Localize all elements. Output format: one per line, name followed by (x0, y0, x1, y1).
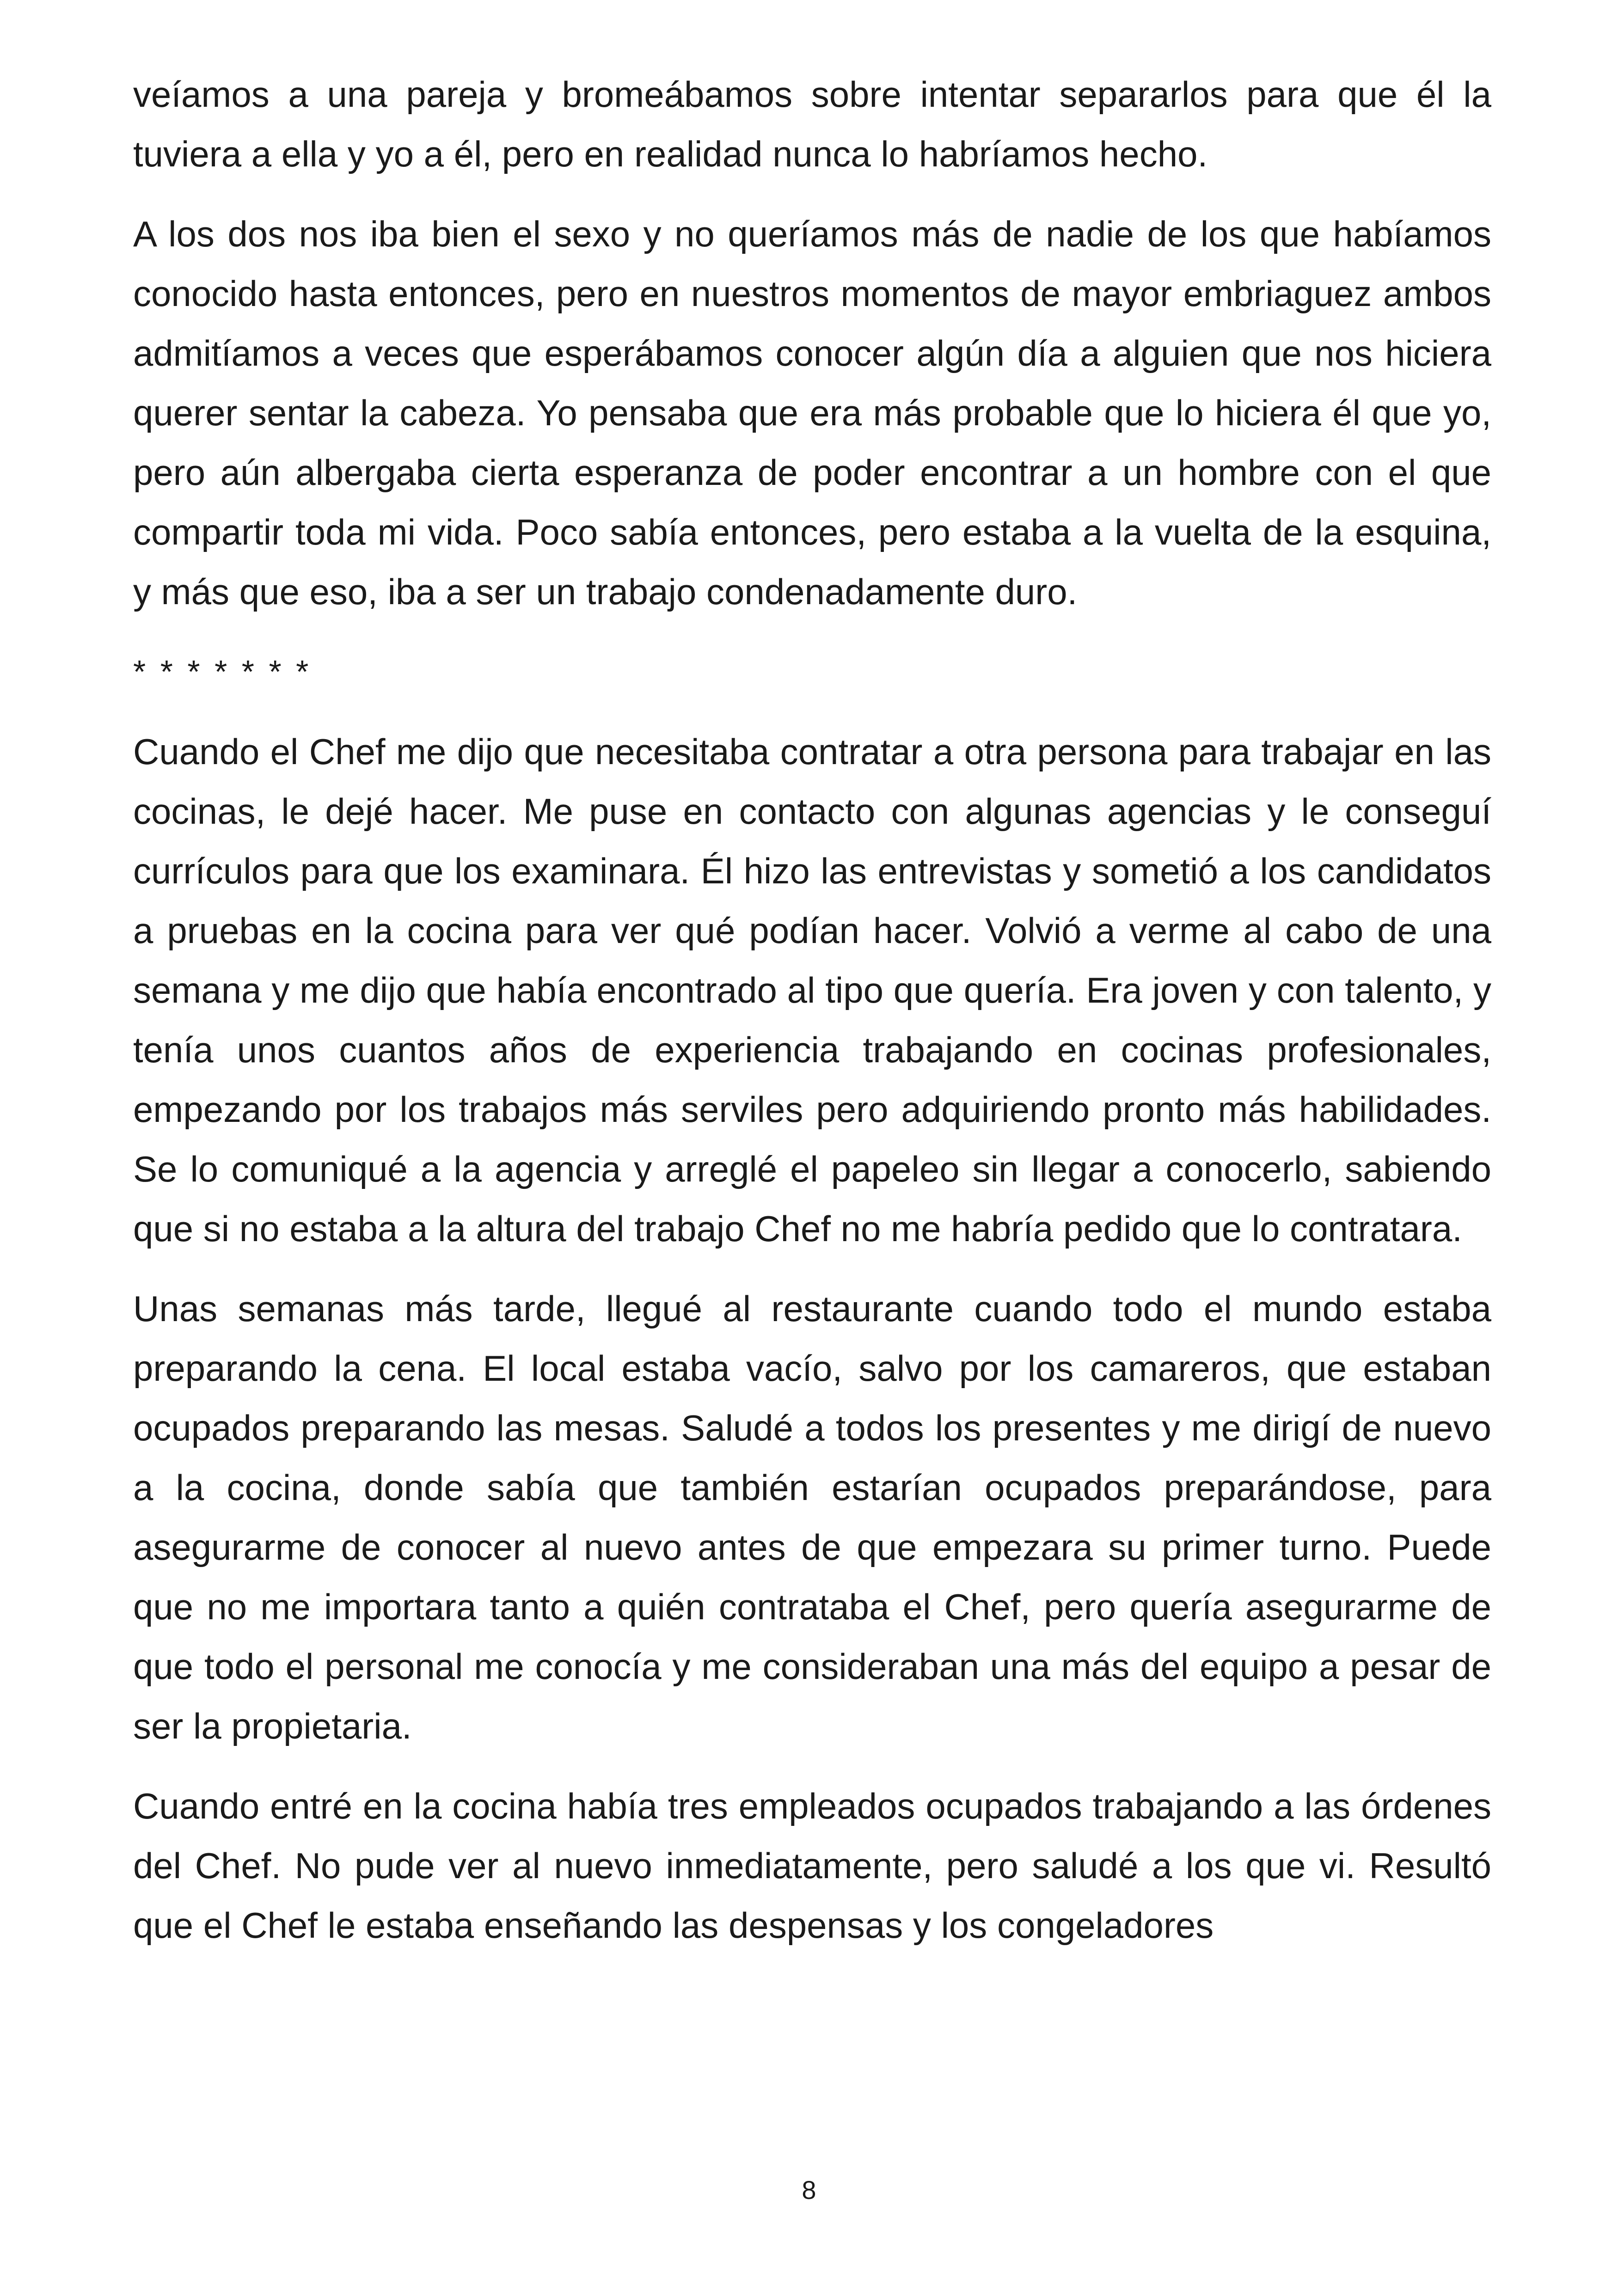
paragraph-5: Cuando entré en la cocina había tres empleados ocupados trabajando a las órdenes del Chef. No pude ver al nuevo inmediatamente, pero saludé a los que vi. Resultó que el Chef le estaba enseñando las despensas y los congeladores (133, 1786, 1491, 1946)
paragraph-4: Unas semanas más tarde, llegué al restaurante cuando todo el mundo estaba preparando la cena. El local estaba vacío, salvo por los camareros, que estaban ocupados preparando las mesas. Saludé a todos los presentes y me dirigí de nuevo a la cocina, donde sabía que también estarían ocupados preparándose, para asegurarme de conocer al nuevo antes de que empezara su primer turno. Puede que no me importara tanto a quién contrataba el Chef, pero quería asegurarme de que todo el personal me conocía y me consideraban una más del equipo a pesar de ser la propietaria. (133, 1288, 1491, 1746)
scene-break: * * * * * * * (133, 654, 312, 690)
page-body (133, 65, 1491, 1976)
paragraph-2: A los dos nos iba bien el sexo y no queríamos más de nadie de los que habíamos conocido hasta entonces, pero en nuestros momentos de mayor embriaguez ambos admitíamos a veces que esperábamos conocer algún día a alguien que nos hiciera querer sentar la cabeza. Yo pensaba que era más probable que lo hiciera él que yo, pero aún albergaba cierta esperanza de poder encontrar a un hombre con el que compartir toda mi vida. Poco sabía entonces, pero estaba a la vuelta de la esquina, y más que eso, iba a ser un trabajo condenadamente duro. (133, 214, 1491, 612)
page-number: 8 (802, 2175, 816, 2204)
paragraph-1: veíamos a una pareja y bromeábamos sobre intentar separarlos para que él la tuviera a ella y yo a él, pero en realidad nunca lo habríamos hecho. (133, 74, 1491, 174)
paragraph-3: Cuando el Chef me dijo que necesitaba contratar a otra persona para trabajar en las cocinas, le dejé hacer. Me puse en contacto con algunas agencias y le conseguí currículos para que los examinara. Él hizo las entrevistas y sometió a los candidatos a pruebas en la cocina para ver qué podían hacer. Volvió a verme al cabo de una semana y me dijo que había encontrado al tipo que quería. Era joven y con talento, y tenía unos cuantos años de experiencia trabajando en cocinas profesionales, empezando por los trabajos más serviles pero adquiriendo pronto más habilidades. Se lo comuniqué a la agencia y arreglé el papeleo sin llegar a conocerlo, sabiendo que si no estaba a la altura del trabajo Chef no me habría pedido que lo contratara. (133, 731, 1491, 1249)
